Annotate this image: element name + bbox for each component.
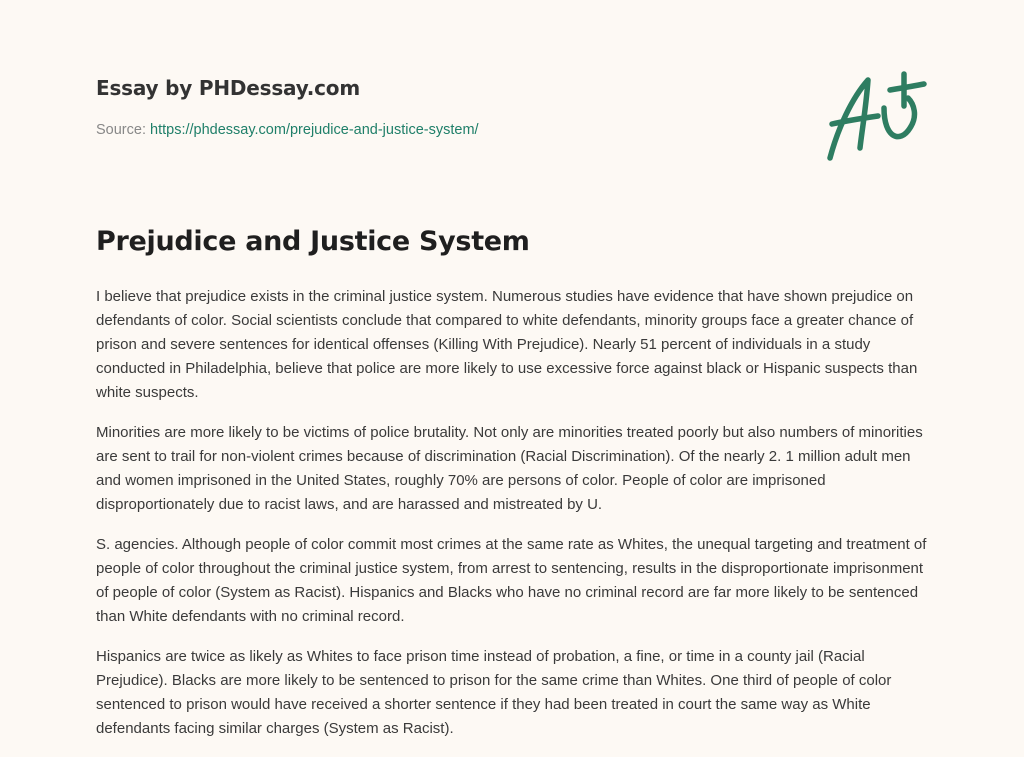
paragraph: I believe that prejudice exists in the criminal justice system. Numerous studies have evidence that have shown prejudice on defendants of color. Social scientists conclude that compared to white defendants, minority groups face a greater chance of prison and severe sentences for identical offenses (Killing With Prejudice). Nearly 51 percent of individuals in a study conducted in Philadelphia, believe that police are more likely to use excessive force against black or Hispanic suspects than white suspects. (96, 288, 918, 401)
a-plus-grade-icon (822, 68, 930, 164)
essay-header (96, 76, 796, 138)
paragraph: Minorities are more likely to be victims of police brutality. Not only are minorities treated poorly but also numbers of minorities are sent to trail for non-violent crimes because of discrimination (Racial Discrimination). Of the nearly 2. 1 million adult men and women imprisoned in the United States, roughly 70% are persons of color. People of color are imprisoned disproportionately due to racist laws, and are harassed and mistreated by U. (96, 424, 923, 513)
source-label: Source: (96, 122, 146, 138)
source-link[interactable]: https://phdessay.com/prejudice-and-justice-system/ (150, 122, 479, 138)
essay-body (96, 285, 932, 757)
essay-title: Prejudice and Justice System (96, 226, 530, 257)
source-line (96, 122, 796, 138)
brand-title: Essay by PHDessay.com (96, 76, 360, 100)
paragraph: Hispanics are twice as likely as Whites to face prison time instead of probation, a fine, or time in a county jail (Racial Prejudice). Blacks are more likely to be sentenced to prison for the same crime than Whites. One third of people of color sentenced to prison would have received a shorter sentence if they had been treated in court the same way as White defendants facing similar charges (System as Racist). (96, 648, 892, 737)
paragraph: S. agencies. Although people of color commit most crimes at the same rate as Whites, the unequal targeting and treatment of people of color throughout the criminal justice system, from arrest to sentencing, results in the disproportionate imprisonment of people of color (System as Racist). Hispanics and Blacks who have no criminal record are far more likely to be sentenced than White defendants with no criminal record. (96, 536, 927, 625)
